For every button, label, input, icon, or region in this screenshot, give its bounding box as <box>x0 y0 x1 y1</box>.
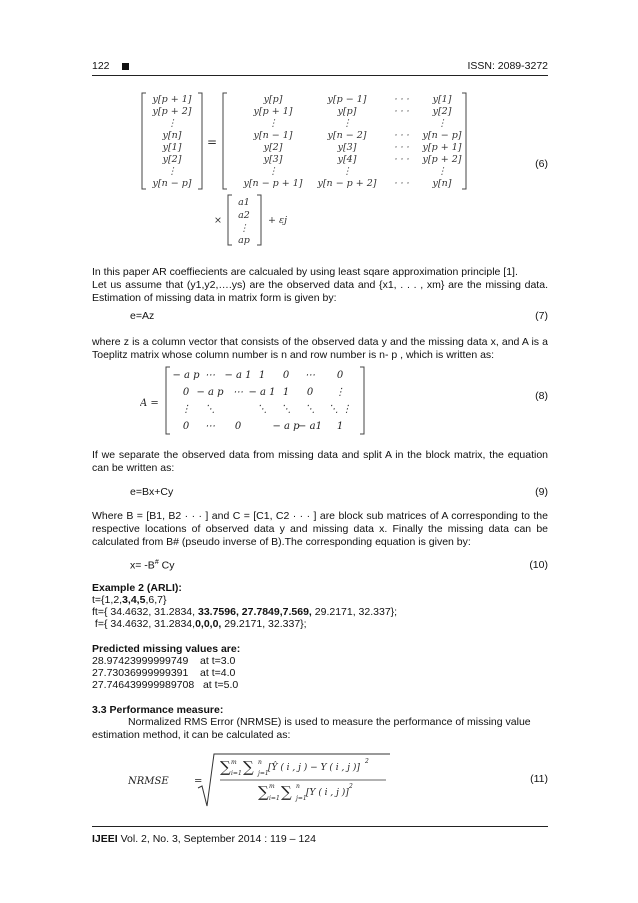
equation-9-number: (9) <box>535 486 548 498</box>
example-f-line <box>92 618 307 631</box>
example-f-pre: f={ 34.4632, 31.2834, <box>92 618 196 630</box>
header-rule <box>92 75 548 76</box>
eq8-cell-1-3: − a 1 <box>248 387 276 398</box>
eq8-cell-0-6: 0 <box>336 370 344 381</box>
example-t-bold: 3,4,5 <box>122 594 146 606</box>
equation-9: e=Bx+Cy <box>130 486 174 498</box>
eq6-cell-7-2: · · · <box>394 178 410 189</box>
eq8-cell-2-5: ⋱ <box>305 404 315 415</box>
section-text-2: estimation method, it can be calculated as: <box>92 729 291 741</box>
coef-0: a1 <box>238 197 250 208</box>
eq6-cell-5-3: y[p + 2] <box>422 154 462 165</box>
paragraph-observed-data: Let us assume that (y1,y2,….ys) are the observed data and {x1, . . . , xm} are the missing data. Estimation of missing data in matrix form is given by: <box>92 279 548 304</box>
equation-11-number: (11) <box>530 773 548 785</box>
lhs-0: y[p + 1] <box>152 94 192 105</box>
equation-8 <box>140 362 370 440</box>
eq8-cell-3-4: − a p <box>272 421 300 432</box>
eq8-cell-2-1: ⋱ <box>205 404 215 415</box>
den-sum-2: ∑ <box>281 783 292 801</box>
matrix-a-label: A = <box>140 398 159 409</box>
example-ft-line <box>92 606 397 619</box>
coef-2: ⋮ <box>239 223 249 234</box>
eq8-cell-2-4: ⋱ <box>281 404 291 415</box>
num-sum-2: ∑ <box>243 758 254 776</box>
section-title: 3.3 Performance measure: <box>92 704 224 716</box>
eq8-cell-2-3: ⋱ <box>257 404 267 415</box>
footer-journal: IJEEI <box>92 833 118 845</box>
equation-6-number: (6) <box>535 158 548 170</box>
eq6-cell-1-0: y[p + 1] <box>253 106 293 117</box>
footer-rule <box>92 826 548 827</box>
equation-6 <box>140 90 480 250</box>
eq8-cell-1-2: ⋯ <box>233 387 243 398</box>
equation-11-graphic <box>128 750 408 810</box>
paragraph-block-matrix: If we separate the observed data from missing data and split A in the block matrix, the equation can be written as: <box>92 449 548 474</box>
eq8-cell-1-5: 0 <box>306 387 314 398</box>
example-f-bold: 0,0,0, <box>195 618 222 630</box>
eq6-cell-7-0: y[n − p + 1] <box>243 178 303 189</box>
equation-7-number: (7) <box>535 310 548 322</box>
nrmse-equals: = <box>194 776 203 787</box>
eq6-cell-0-2: · · · <box>394 94 410 105</box>
footer-text <box>92 833 316 845</box>
lhs-6: ⋮ <box>167 166 177 177</box>
eq8-cell-2-0: ⋮ <box>181 404 191 415</box>
coef-3: ap <box>238 235 250 246</box>
equation-8-graphic <box>140 362 370 440</box>
example-t-line <box>92 594 166 607</box>
eq6-cell-4-1: y[3] <box>337 142 357 153</box>
eq6-cell-0-0: y[p] <box>263 94 283 105</box>
eq6-cell-2-0: ⋮ <box>268 118 278 129</box>
eq6-cell-5-2: · · · <box>394 154 410 165</box>
equation-10 <box>130 559 174 572</box>
den-sum-2-bot: j=1 <box>296 795 307 802</box>
footer-info: Vol. 2, No. 3, September 2014 : 119 – 124 <box>117 833 316 845</box>
eq8-cell-3-0: 0 <box>182 421 190 432</box>
num-sum-1: ∑ <box>220 758 231 776</box>
eq8-cell-1-1: − a p <box>196 387 224 398</box>
numerator-expression: [Ŷ ( i , j ) − Y ( i , j )] <box>268 763 360 773</box>
equation-10-number: (10) <box>529 559 548 571</box>
eq6-cell-0-1: y[p − 1] <box>327 94 367 105</box>
eq8-cell-1-4: 1 <box>282 387 290 398</box>
example-ft-bold: 33.7596, 27.7849,7.569, <box>197 606 312 618</box>
eq6-cell-5-1: y[4] <box>337 154 357 165</box>
times-sign: × <box>214 215 222 226</box>
eq6-cell-0-3: y[1] <box>432 94 452 105</box>
eq6-cell-2-1: ⋮ <box>342 118 352 129</box>
lhs-5: y[2] <box>162 154 182 165</box>
eq8-cell-2-6: ⋱ ⋮ <box>328 404 352 415</box>
eq6-cell-2-3: ⋮ <box>437 118 447 129</box>
equation-10-pre: x= -B <box>130 559 155 572</box>
paragraph-toeplitz: where z is a column vector that consists of the observed data y and the missing data x, and A is a Toeplitz matrix whose column number is n and row number is n- p , which is written as: <box>92 336 548 361</box>
equation-10-sup: # <box>154 559 159 566</box>
den-sum-1-top: m <box>269 783 275 790</box>
num-sum-1-top: m <box>231 759 237 766</box>
eq6-cell-4-3: y[p + 1] <box>422 142 462 153</box>
num-sum-1-bot: i=1 <box>231 770 242 777</box>
example-ft-post: 29.2171, 32.337}; <box>311 606 398 618</box>
eq6-cell-6-3: ⋮ <box>437 166 447 177</box>
equation-6-graphic <box>140 90 480 250</box>
eq6-cell-7-3: y[n] <box>432 178 452 189</box>
predicted-value-2: 27.746439999989708 at t=5.0 <box>92 679 239 691</box>
equation-8-number: (8) <box>535 390 548 402</box>
issn: ISSN: 2089-3272 <box>467 60 548 72</box>
eq8-cell-0-1: ⋯ <box>205 370 215 381</box>
example-t-pre: t={1,2, <box>92 594 123 606</box>
coef-1: a2 <box>238 210 250 221</box>
lhs-1: y[p + 2] <box>152 106 192 117</box>
eq6-cell-1-3: y[2] <box>432 106 452 117</box>
numerator-square: 2 <box>365 758 369 765</box>
page-number: 122 <box>92 60 110 72</box>
den-sum-2-top: n <box>296 783 300 790</box>
eq6-cell-3-2: · · · <box>394 130 410 141</box>
denominator-square: 2 <box>349 783 353 790</box>
eq6-cell-1-1: y[p] <box>337 106 357 117</box>
nrmse-label: NRMSE <box>128 776 169 787</box>
paragraph-sub-matrices: Where B = [B1, B2 · · · ] and C = [C1, C2 · · · ] are block sub matrices of A corresponding to the respective locations of observed data y and missing data x. Finally the missing data can be calculated from B# (pseudo inverse of B).The corresponding equation is given by: <box>92 510 548 548</box>
eq8-cell-0-5: ⋯ <box>305 370 315 381</box>
example-t-post: ,6,7} <box>145 594 167 606</box>
eq8-cell-0-2: − a 1 <box>224 370 252 381</box>
equation-11 <box>128 750 408 810</box>
eq8-cell-3-2: 0 <box>234 421 242 432</box>
section-text-1: Normalized RMS Error (NRMSE) is used to measure the performance of missing value <box>128 716 531 728</box>
eq8-cell-0-0: − a p <box>172 370 200 381</box>
predicted-value-1: 27.73036999999391 at t=4.0 <box>92 667 236 679</box>
eq8-cell-1-6: ⋮ <box>335 387 345 398</box>
predicted-title: Predicted missing values are: <box>92 643 241 655</box>
eq8-cell-1-0: 0 <box>182 387 190 398</box>
example-title: Example 2 (ARLI): <box>92 582 182 594</box>
predicted-value-0: 28.97423999999749 at t=3.0 <box>92 655 236 667</box>
paragraph-ar-coefficients: In this paper AR coeffiecients are calcualed by using least sqare approximation principle [1]. <box>92 266 518 278</box>
num-sum-2-top: n <box>258 759 262 766</box>
eq6-cell-1-2: · · · <box>394 106 410 117</box>
eq6-cell-4-0: y[2] <box>263 142 283 153</box>
eq6-cell-6-0: ⋮ <box>268 166 278 177</box>
equation-10-post: Cy <box>158 559 175 572</box>
den-sum-1-bot: i=1 <box>269 795 280 802</box>
eq6-cell-5-0: y[3] <box>263 154 283 165</box>
den-sum-1: ∑ <box>258 783 269 801</box>
lhs-3: y[n] <box>162 130 182 141</box>
eq6-cell-3-1: y[n − 2] <box>327 130 367 141</box>
eq6-cell-3-0: y[n − 1] <box>253 130 293 141</box>
eq6-cell-3-3: y[n − p] <box>422 130 462 141</box>
eq6-cell-6-1: ⋮ <box>342 166 352 177</box>
eq8-cell-0-4: 0 <box>282 370 290 381</box>
lhs-7: y[n − p] <box>152 178 192 189</box>
eq8-cell-3-1: ⋯ <box>205 421 215 432</box>
equals-sign: = <box>206 135 218 149</box>
eq6-cell-4-2: · · · <box>394 142 410 153</box>
eq6-cell-7-1: y[n − p + 2] <box>317 178 377 189</box>
square-bullet-icon <box>122 63 129 70</box>
equation-7: e=Az <box>130 310 155 322</box>
eq8-cell-3-5: − a1 <box>298 421 322 432</box>
num-sum-2-bot: j=1 <box>258 770 269 777</box>
denominator-expression: [Y ( i , j )] <box>306 788 349 798</box>
example-ft-pre: ft={ 34.4632, 31.2834, <box>92 606 198 618</box>
eq8-cell-0-3: 1 <box>258 370 266 381</box>
lhs-4: y[1] <box>162 142 182 153</box>
lhs-2: ⋮ <box>167 118 177 129</box>
eq8-cell-3-6: 1 <box>336 421 344 432</box>
example-f-post: 29.2171, 32.337}; <box>221 618 307 630</box>
plus-epsilon: + εj <box>268 215 288 226</box>
